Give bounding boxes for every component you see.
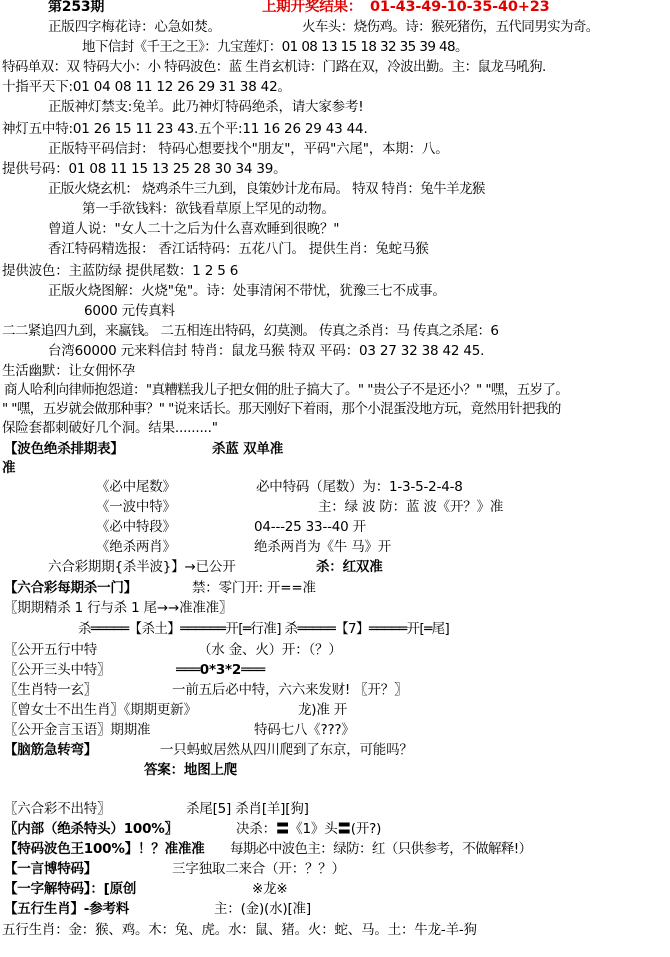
internal-kill-value: 决杀：〓《1》头〓(开?) — [236, 821, 382, 837]
one-char-label: 【一字解特码】：[原创 — [4, 881, 137, 897]
fire-diagram: 正版火烧图解：火烧"兔"。诗：处事清闲不带忧，犹豫三七不成事。 — [48, 283, 446, 299]
zeng-said: 曾道人说："女人二十之后为什么喜欢睡到很晚？" — [48, 221, 340, 237]
first-hand: 第一手欲钱料：欲钱看草原上罕见的动物。 — [82, 201, 335, 217]
no-special-label: 〖六合彩不出特〗 — [4, 801, 111, 817]
zodiac-one-value: 一前五后必中特，六六来发财! 〖开？〗 — [172, 682, 408, 698]
result-label: 上期开奖结果： — [262, 0, 363, 15]
kill-gate-value: 禁：零门开: 开==准 — [192, 580, 316, 596]
precise-kill: 〖期期精杀 1 行与杀 1 尾→→准准准〗 — [4, 600, 233, 616]
issue-number: 第253期 — [48, 0, 105, 15]
must-segment-label: 《必中特段》 — [96, 519, 176, 535]
kill-blue: 杀蓝 双单准 — [212, 441, 283, 457]
must-tail-label: 《必中尾数》 — [96, 479, 176, 495]
humor-title: 生活幽默：让女佣怀孕 — [2, 363, 135, 379]
train-head: 火车头：烧伤鸡。诗：猴死猪伤，五代同男实为奇。 — [302, 19, 599, 35]
kill-two-value: 绝杀两肖为《牛 马》开 — [254, 539, 392, 555]
element-zodiac-list: 五行生肖：金：猴、鸡。木：兔、虎。水：鼠、猪。火：蛇、马。土：牛龙-羊-狗 — [2, 922, 477, 938]
madam-zeng-value: 龙)准 开 — [298, 702, 348, 718]
ten-finger: 十指平天下:01 04 08 11 12 26 29 31 38 42。 — [2, 79, 291, 95]
kill-element-tail: 杀═════【杀土】══════开[═行准] 杀═════【7】═════开[═尾] — [78, 621, 450, 637]
madam-zeng-label: 〖曾女士不出生肖〗《期期更新》 — [4, 702, 197, 718]
kill-red: 杀：红双准 — [316, 559, 383, 575]
riddle-question: 一只蚂蚁居然从四川爬到了东京，可能吗？ — [160, 742, 413, 758]
five-element-label: 〖公开五行中特 — [4, 642, 98, 658]
envelope-special: 正版特平码信封： 特码心想要找个"朋友"，平码"六尾"，本期：八。 — [48, 141, 449, 157]
half-wave: 六合彩期期{杀半波}】→已公开 — [48, 559, 236, 575]
zodiac-one-label: 〖生肖特一玄〗 — [4, 682, 98, 698]
kill-gate-label: 【六合彩每期杀一门】 — [4, 580, 137, 596]
wave-kill-schedule: 【波色绝杀排期表】 — [4, 441, 124, 457]
provided-numbers: 提供号码：01 08 11 15 13 25 28 30 34 39。 — [2, 161, 287, 177]
fire-mystery: 正版火烧玄机： 烧鸡杀牛三九到，良策妙计龙布局。 特双 特肖：兔牛羊龙猴 — [48, 181, 485, 197]
one-wave-value: 主：绿 波 防：蓝 波《开？》准 — [318, 499, 504, 515]
humor-line-3: 保险套都刺破好几个洞。结果........." — [2, 420, 218, 436]
must-tail-value: 必中特码（尾数）为：1-3-5-2-4-8 — [256, 479, 463, 495]
three-head-value: ═══0*3*2═══ — [176, 662, 265, 678]
element-zodiac-label: 【五行生肖】-参考料 — [4, 901, 130, 917]
must-segment-value: 04---25 33--40 开 — [254, 519, 366, 535]
humor-line-2: " "嘿，五岁就会做那种事？" "说来话长。那天刚好下着雨，那个小混蛋没地方玩，竟然用针把我的 — [2, 401, 561, 417]
golden-words-value: 特码七八《???》 — [254, 722, 355, 738]
underground-envelope: 地下信封《千王之王》：九宝莲灯：01 08 13 15 18 32 35 39 48。 — [82, 39, 468, 55]
lamp-five: 神灯五中特:01 26 15 11 23 43.五个平:11 16 26 29 43 44. — [2, 121, 368, 137]
golden-words-label: 〖公开金言玉语〗期期准 — [4, 722, 151, 738]
humor-line-1: 商人哈利向律师抱怨道："真糟糕我儿子把女佣的肚子搞大了。" "贵公子不是还小？" "嘿，五岁了。 — [4, 382, 569, 398]
result-numbers: 01-43-49-10-35-40+23 — [370, 0, 550, 15]
internal-kill-label: 〖内部（绝杀特头）100%〗 — [4, 821, 178, 837]
special-code-info: 特码单双：双 特码大小：小 特码波色：蓝 生肖玄机诗：门路在双，冷波出勤。主：鼠龙马吼狗. — [2, 59, 546, 75]
taiwan-envelope: 台湾60000 元来料信封 特肖：鼠龙马猴 特双 平码：03 27 32 38 42 45. — [48, 343, 485, 359]
five-element-value: （水 金、火）开：（？） — [198, 642, 342, 658]
one-word-value: 三字独取二来合（开：？？） — [172, 861, 345, 877]
fax-kill: 二二紧追四九到，来赢钱。 二五相连出特码，幻莫测。 传真之杀肖：马 传真之杀尾：6 — [2, 323, 499, 339]
one-word-label: 【一言博特码】 — [4, 861, 98, 877]
element-zodiac-value: 主：(金)(水)[准] — [214, 901, 311, 917]
wave-color: 提供波色：主蓝防绿 提供尾数：1 2 5 6 — [2, 263, 239, 279]
hongkong-report: 香江特码精选报： 香江话特码：五花八门。 提供生肖：兔蛇马猴 — [48, 241, 429, 257]
one-wave-label: 《一波中特》 — [96, 499, 176, 515]
riddle-label: 【脑筋急转弯】 — [4, 742, 98, 758]
three-head-label: 〖公开三头中特〗 — [4, 662, 111, 678]
riddle-answer: 答案：地图上爬 — [144, 762, 238, 778]
fax-material: 6000 元传真料 — [84, 303, 175, 319]
no-special-value: 杀尾[5] 杀肖[羊][狗] — [186, 801, 309, 817]
lamp-ban: 正版神灯禁支:兔羊。此乃神灯特码绝杀，请大家参考! — [48, 99, 364, 115]
kill-two-label: 《绝杀两肖》 — [96, 539, 176, 555]
wave-king-label: 【特码波色王100%】！？准准准 — [4, 841, 205, 857]
accurate-mark: 准 — [2, 460, 16, 476]
one-char-value: ※龙※ — [252, 881, 288, 897]
plum-poem: 正版四字梅花诗：心急如焚。 — [48, 19, 221, 35]
wave-king-value: 每期必中波色主：绿防：红（只供参考，不做解释!） — [230, 841, 532, 857]
